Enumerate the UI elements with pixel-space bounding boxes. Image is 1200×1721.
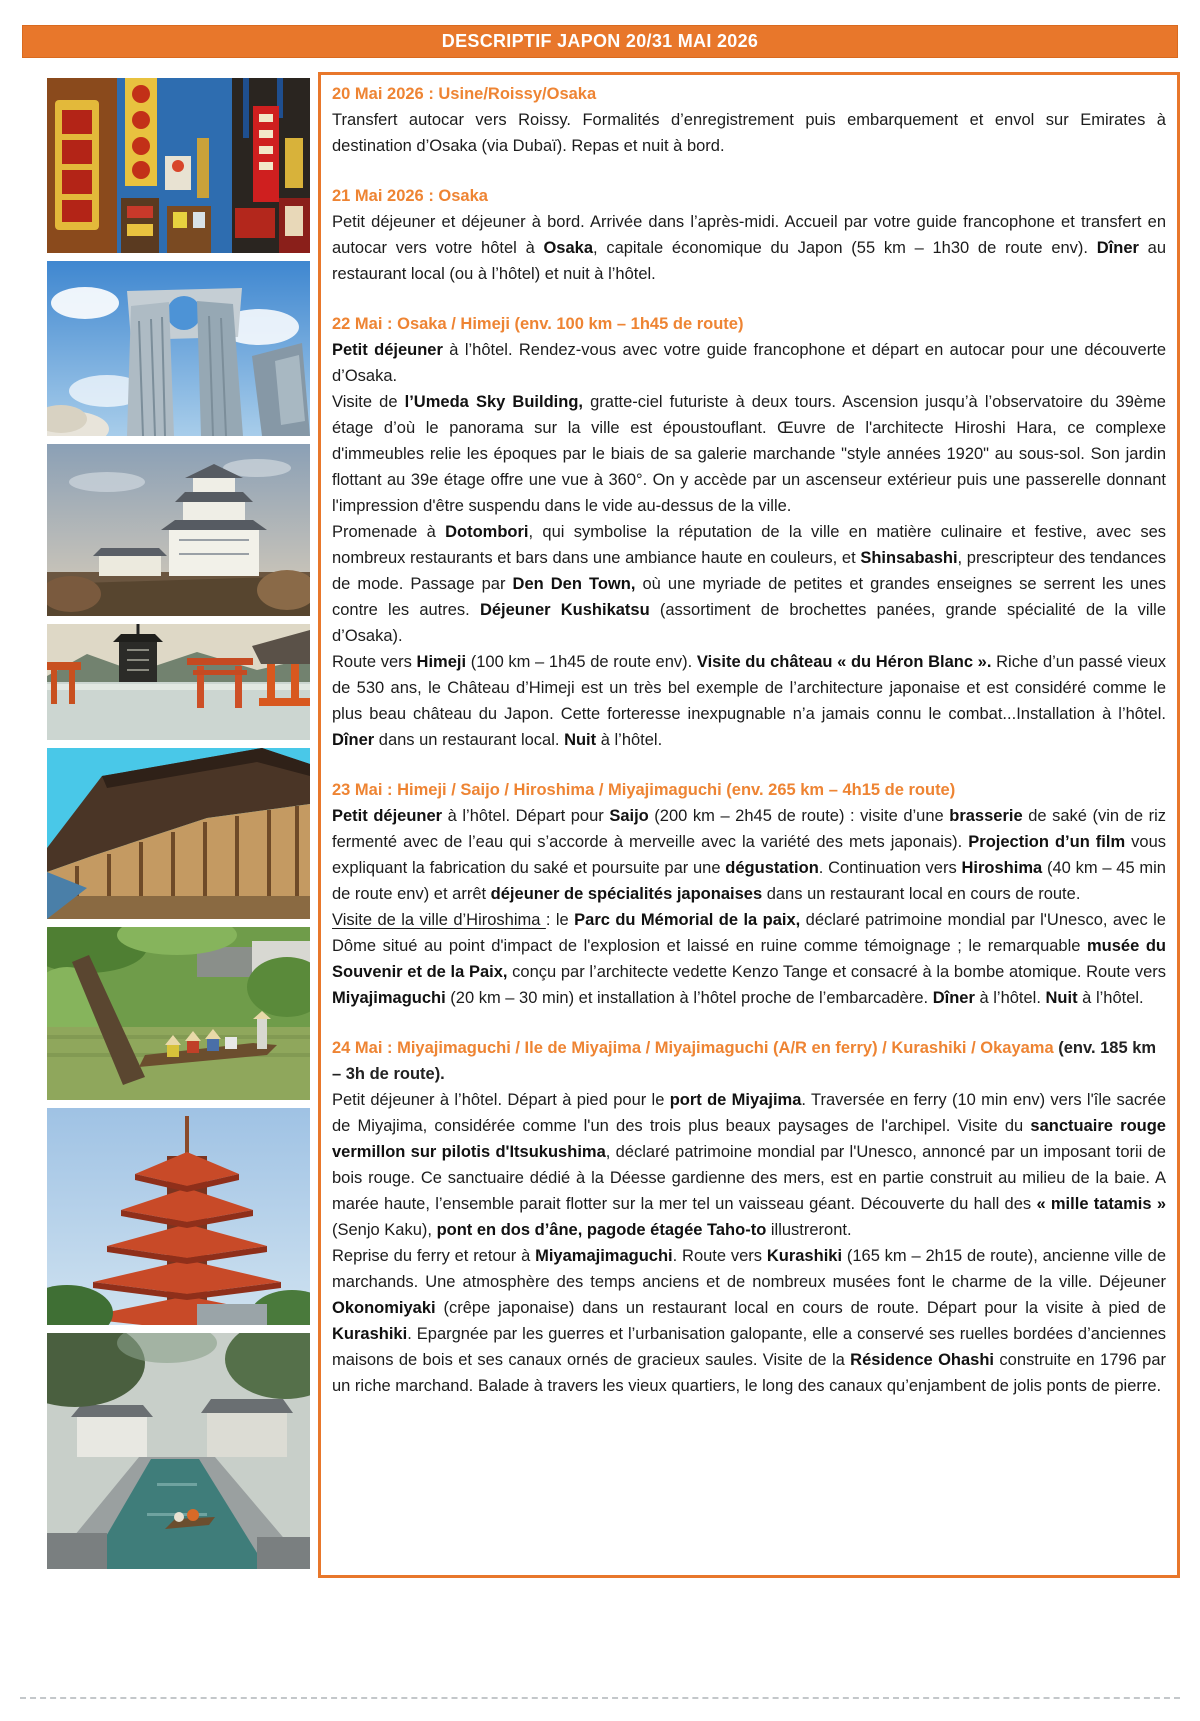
day-paragraph: Petit déjeuner à l’hôtel. Rendez-vous avec votre guide francophone et départ en autocar pour une découverte d’Osaka. bbox=[332, 341, 1166, 385]
day-heading-orange: 23 Mai : Himeji / Saijo / Hiroshima / Miyajimaguchi (env. 265 km – 4h15 de route) bbox=[332, 781, 956, 799]
day-heading-orange: 24 Mai : Miyajimaguchi / Ile de Miyajima / Miyajimaguchi (A/R en ferry) / Kurashiki / Okayama bbox=[332, 1039, 1059, 1057]
day-paragraph: Visite de la ville d’Hiroshima : le Parc du Mémorial de la paix, déclaré patrimoine mondial par l'Unesco, avec le Dôme situé au point d'impact de l'explosion et laissé en ruine comme témoignage ; le remarquable musée du Souvenir et de la Paix, conçu par l’architecte vedette Kenzo Tange et consacré à la bombe atomique. Route vers Miyajimaguchi (20 km – 30 min) et installation à l’hôtel proche de l’embarcadère. Dîner à l’hôtel. Nuit à l’hôtel. bbox=[332, 911, 1166, 1007]
day-heading bbox=[332, 81, 1166, 107]
page-break-dashes bbox=[20, 1697, 1180, 1699]
day-paragraph: Petit déjeuner et déjeuner à bord. Arrivée dans l’après-midi. Accueil par votre guide francophone et transfert en autocar vers votre hôtel à Osaka, capitale économique du Japon (55 km – 1h30 de route env). Dîner au restaurant local (ou à l’hôtel) et nuit à l’hôtel. bbox=[332, 213, 1166, 283]
photo-umeda-sky-building bbox=[47, 261, 310, 436]
photo-himeji-castle bbox=[47, 444, 310, 616]
document-title: DESCRIPTIF JAPON 20/31 MAI 2026 bbox=[441, 31, 759, 51]
day-paragraph: Transfert autocar vers Roissy. Formalités d’enregistrement puis embarquement et envol sur Emirates à destination d’Osaka (via Dubaï). Repas et nuit à bord. bbox=[332, 111, 1166, 155]
document-header-bar bbox=[22, 25, 1178, 58]
day-heading bbox=[332, 777, 1166, 803]
day-paragraph: Petit déjeuner à l’hôtel. Départ pour Saijo (200 km – 2h45 de route) : visite d’une brasserie de saké (vin de riz fermenté avec de l’eau qui s’accorde à merveille avec la variété des mets japonais). Projection d’un film vous expliquant la fabrication du saké et poursuite par une dégustation. Continuation vers Hiroshima (40 km – 45 min de route env) et arrêt déjeuner de spécialités japonaises dans un restaurant local en cours de route. bbox=[332, 807, 1167, 903]
photo-column bbox=[47, 78, 310, 1577]
day-heading-orange: 22 Mai : Osaka / Himeji (env. 100 km – 1h45 de route) bbox=[332, 315, 744, 333]
day-section bbox=[332, 777, 1166, 1011]
day-section bbox=[332, 81, 1166, 159]
day-heading-distance: (env. 185 km – 3h de route). bbox=[332, 1039, 1157, 1083]
day-section bbox=[332, 1035, 1166, 1399]
itinerary-box bbox=[318, 72, 1180, 1578]
day-section bbox=[332, 311, 1166, 753]
day-paragraph: Visite de l’Umeda Sky Building, gratte-ciel futuriste à deux tours. Ascension jusqu’à l’observatoire du 39ème étage d’où le panorama sur la ville est époustouflant. Œuvre de l'architecte Hiroshi Hara, ce complexe d'immeubles relie les époques par le biais de sa galerie marchande "style années 1920" au sous-sol. Son jardin flottant au 39e étage offre une vue à 360°. On y accède par un ascenseur extérieur puis une passerelle donnant l'impression d'être suspendu dans le vide au-dessus de la ville. bbox=[332, 393, 1166, 515]
photo-itsukushima-floating-torii-lantern bbox=[47, 624, 310, 740]
day-heading bbox=[332, 183, 1166, 209]
photo-kurashiki-canal-boat-tourists bbox=[47, 927, 310, 1100]
day-heading bbox=[332, 311, 1166, 337]
day-heading-orange: 21 Mai 2026 : Osaka bbox=[332, 187, 488, 205]
day-section bbox=[332, 183, 1166, 287]
photo-wooden-temple-hall bbox=[47, 748, 310, 919]
photo-miyajima-red-pagoda bbox=[47, 1108, 310, 1325]
day-heading-orange: 20 Mai 2026 : Usine/Roissy/Osaka bbox=[332, 85, 597, 103]
day-paragraph: Petit déjeuner à l’hôtel. Départ à pied pour le port de Miyajima. Traversée en ferry (10 min env) vers l'île sacrée de Miyajima, considérée comme l'un des trois plus beaux paysages de l'archipel. Visite du sanctuaire rouge vermillon sur pilotis d'Itsukushima, déclaré patrimoine mondial par l'Unesco, annoncé par un imposant torii de bois rouge. Ce sanctuaire dédié à la Déesse gardienne des mers, est en partie construit au milieu de la baie. A marée haute, l’ensemble parait flotter sur la mer tel un vaisseau géant. Découverte du hall des « mille tatamis » (Senjo Kaku), pont en dos d’âne, pagode étagée Taho-to illustreront. bbox=[332, 1091, 1167, 1239]
itinerary bbox=[332, 81, 1166, 1399]
day-paragraph: Reprise du ferry et retour à Miyamajimaguchi. Route vers Kurashiki (165 km – 2h15 de route), ancienne ville de marchands. Une atmosphère des temps anciens et de nombreux musées font le charme de la ville. Déjeuner Okonomiyaki (crêpe japonaise) dans un restaurant local en cours de route. Départ pour la visite à pied de Kurashiki. Epargnée par les guerres et l’urbanisation galopante, elle a conservé ses ruelles bordées d’anciennes maisons de bois et ses canaux ornés de gracieux saules. Visite de la Résidence Ohashi construite en 1796 par un riche marchand. Balade à travers les vieux quartiers, le long des canaux qu’enjambent de jolis ponts de pierre. bbox=[332, 1247, 1166, 1395]
photo-kurashiki-canal-old-town bbox=[47, 1333, 310, 1569]
day-paragraph: Route vers Himeji (100 km – 1h45 de route env). Visite du château « du Héron Blanc ». Riche d’un passé vieux de 530 ans, le Château d’Himeji est un très bel exemple de l’architecture japonaise et est considéré comme le plus beau château du Japon. Cette forteresse inexpugnable n’a jamais connu le combat...Installation à l’hôtel. Dîner dans un restaurant local. Nuit à l’hôtel. bbox=[332, 653, 1167, 749]
photo-osaka-dotonbori-neon-street bbox=[47, 78, 310, 253]
day-heading bbox=[332, 1035, 1166, 1087]
day-paragraph: Promenade à Dotombori, qui symbolise la réputation de la ville en matière culinaire et festive, avec ses nombreux restaurants et bars dans une ambiance haute en couleurs, et Shinsabashi, prescripteur des tendances de mode. Passage par Den Den Town, où une myriade de petites et grandes enseignes se serrent les unes contre les autres. Déjeuner Kushikatsu (assortiment de brochettes panées, grande spécialité de la ville d’Osaka). bbox=[332, 523, 1167, 645]
